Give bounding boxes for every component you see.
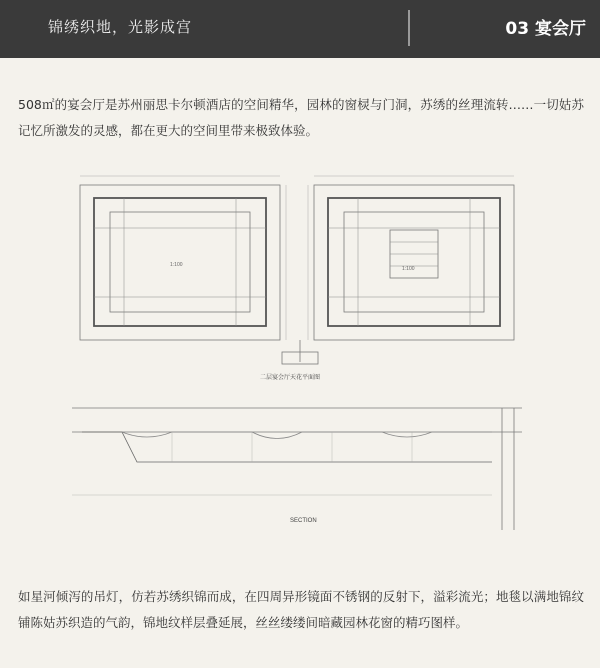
intro-paragraph: 508㎡的宴会厅是苏州丽思卡尔顿酒店的空间精华，园林的窗棂与门洞，苏绣的丝理流转……一切姑苏记忆所激发的灵感，都在更大的空间里带来极致体验。 bbox=[18, 97, 584, 138]
svg-text:1:100: 1:100 bbox=[170, 262, 183, 268]
plan-connector bbox=[282, 340, 318, 364]
body-paragraph: 如星河倾泻的吊灯，仿若苏绣织锦而成，在四周异形镜面不锈钢的反射下，溢彩流光；地毯以满地锦纹铺陈姑苏织造的气韵，锦地纹样层叠延展，丝丝缕缕间暗藏园林花窗的精巧图样。 bbox=[18, 589, 584, 630]
header-subtitle: 锦绣织地，光影成宫 bbox=[48, 18, 193, 36]
architectural-drawing bbox=[52, 170, 552, 540]
section-drawing bbox=[72, 408, 522, 530]
right-scale-label: 1:100 bbox=[402, 266, 415, 272]
right-ceiling-plan bbox=[308, 176, 514, 340]
section-title: 03 宴会厅 bbox=[505, 19, 586, 39]
plan-caption: 二层宴会厅天花平面图 bbox=[259, 375, 321, 381]
page-header bbox=[0, 0, 600, 58]
left-ceiling-plan bbox=[80, 176, 286, 340]
header-divider bbox=[408, 10, 410, 46]
section-caption: SECTION bbox=[290, 518, 317, 524]
